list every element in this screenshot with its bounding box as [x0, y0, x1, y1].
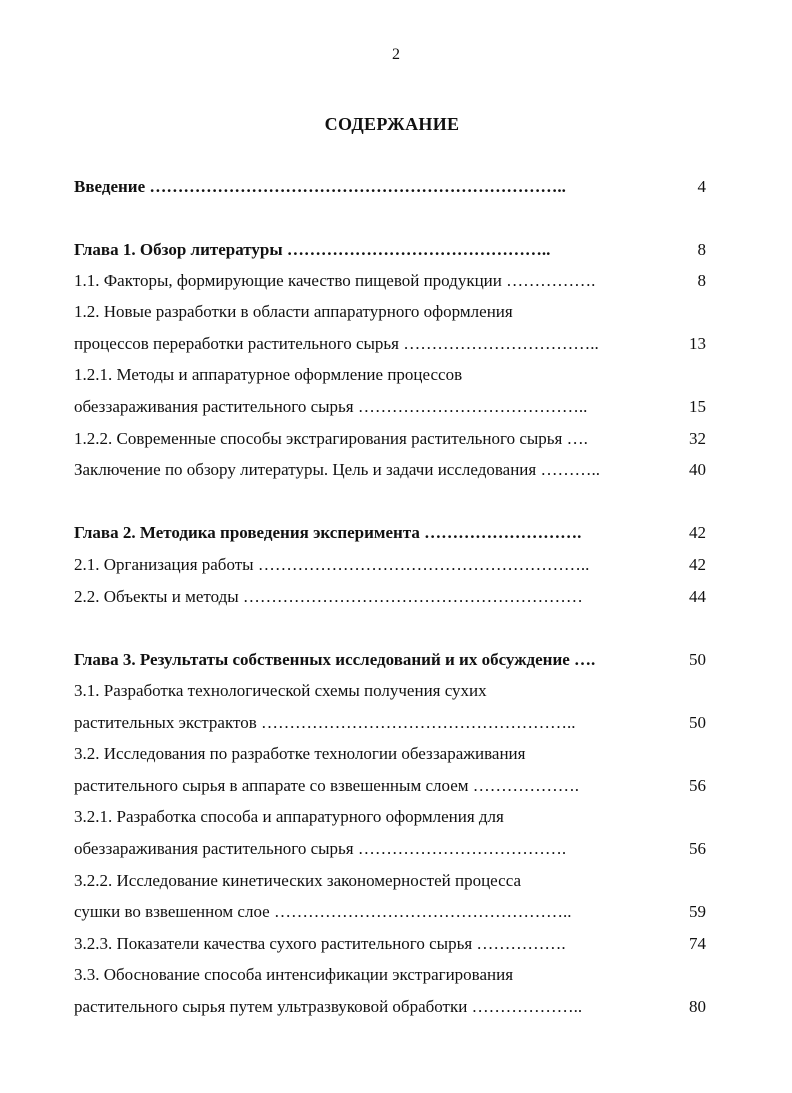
toc-entry-3-3: 3.3. Обоснование способа интенсификации экстрагирования — [74, 965, 514, 984]
toc-entry-3-1: 3.1. Разработка технологической схемы получения сухих — [74, 681, 487, 700]
toc-entry-2-1: 2.1. Организация работы ………………………………………………….. — [74, 555, 590, 574]
toc-entry-3-2-2-cont: сушки во взвешенном слое …………………………………………….. — [74, 902, 572, 921]
toc-page-conclusion: 40 — [689, 460, 706, 479]
toc-entry-3-2-3: 3.2.3. Показатели качества сухого растительного сырья ……………. — [74, 934, 566, 953]
toc-page-1-2: 13 — [689, 334, 706, 353]
toc-entry-1-2-cont: процессов переработки растительного сырья …………………………….. — [74, 334, 599, 353]
toc-page-3-2-2: 59 — [689, 902, 706, 921]
toc-page-chapter-3: 50 — [689, 650, 706, 669]
toc-page-intro: 4 — [697, 177, 706, 196]
toc-entry-chapter-3: Глава 3. Результаты собственных исследований и их обсуждение …. — [74, 650, 596, 669]
toc-entry-chapter-1: Глава 1. Обзор литературы ……………………………………….. — [74, 240, 551, 259]
toc-entry-conclusion: Заключение по обзору литературы. Цель и задачи исследования ……….. — [74, 460, 600, 479]
toc-page-3-2-3: 74 — [689, 934, 706, 953]
toc-entry-1-2-1-cont: обеззараживания растительного сырья ………………………………….. — [74, 397, 588, 416]
toc-entry-2-2: 2.2. Объекты и методы …………………………………………………… — [74, 587, 583, 606]
toc-entry-3-2-1-cont: обеззараживания растительного сырья ………………………………. — [74, 839, 567, 858]
toc-page-1-2-2: 32 — [689, 429, 706, 448]
toc-page-chapter-2: 42 — [689, 523, 706, 542]
toc-entry-1-2-1: 1.2.1. Методы и аппаратурное оформление процессов — [74, 365, 463, 384]
toc-entry-3-1-cont: растительных экстрактов ……………………………………………….. — [74, 713, 576, 732]
toc-entry-1-2-2: 1.2.2. Современные способы экстрагирования растительного сырья …. — [74, 429, 588, 448]
toc-entry-3-2-1: 3.2.1. Разработка способа и аппаратурного оформления для — [74, 807, 504, 826]
toc-entry-1-1: 1.1. Факторы, формирующие качество пищевой продукции ……………. — [74, 271, 596, 290]
toc-entry-3-2: 3.2. Исследования по разработке технологии обеззараживания — [74, 744, 526, 763]
toc-page-3-3: 80 — [689, 997, 706, 1016]
toc-entry-3-3-cont: растительного сырья путем ультразвуковой обработки ……………….. — [74, 997, 583, 1016]
toc-entry-3-2-2: 3.2.2. Исследование кинетических закономерностей процесса — [74, 871, 521, 890]
toc-entry-chapter-2: Глава 2. Методика проведения эксперимента ………………………. — [74, 523, 582, 542]
toc-page-1-2-1: 15 — [689, 397, 706, 416]
toc-page-chapter-1: 8 — [697, 240, 706, 259]
toc-entry-intro: Введение ……………………………………………………………….. — [74, 177, 566, 196]
toc-page-2-2: 44 — [689, 587, 706, 606]
toc-page-3-2: 56 — [689, 776, 706, 795]
toc-page-2-1: 42 — [689, 555, 706, 574]
toc-entry-3-2-cont: растительного сырья в аппарате со взвешенным слоем ………………. — [74, 776, 579, 795]
toc-page-1-1: 8 — [697, 271, 706, 290]
toc-entry-1-2: 1.2. Новые разработки в области аппаратурного оформления — [74, 302, 513, 321]
toc-page-3-1: 50 — [689, 713, 706, 732]
toc-page-3-2-1: 56 — [689, 839, 706, 858]
page-number: 2 — [392, 46, 400, 63]
toc-title: СОДЕРЖАНИЕ — [324, 114, 460, 134]
